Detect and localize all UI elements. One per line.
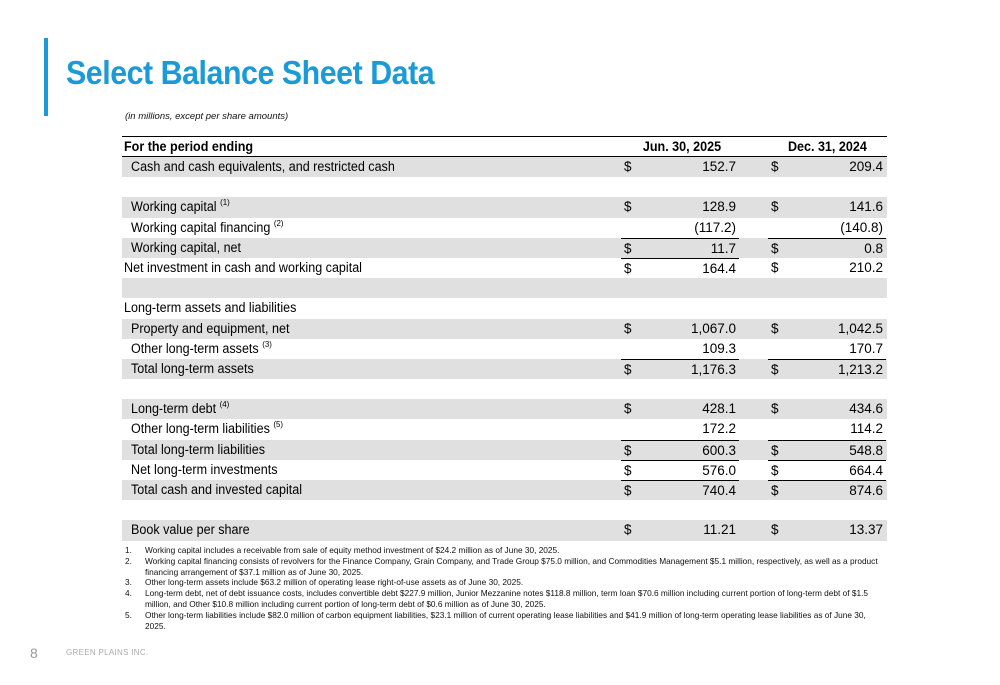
table-row-total-long-term-assets <box>122 359 887 379</box>
value-cell-jun-2025 <box>621 218 739 238</box>
footnote-number: 4. <box>125 588 132 599</box>
footnote-item <box>125 610 885 632</box>
value-cell-dec-2024 <box>768 157 886 177</box>
currency-symbol: $ <box>771 442 779 458</box>
value-cell-dec-2024 <box>768 399 886 419</box>
table-spacer-row <box>122 278 887 298</box>
amount-value: 11.7 <box>710 240 736 256</box>
currency-symbol: $ <box>624 462 632 478</box>
amount-value: (117.2) <box>694 219 736 235</box>
currency-symbol: $ <box>771 462 779 478</box>
table-row-working-capital-net <box>122 238 887 258</box>
currency-symbol: $ <box>771 361 779 377</box>
value-cell-jun-2025 <box>621 500 739 520</box>
footnote-text: Working capital financing consists of revolvers for the Finance Company, Grain Company, and Trade Group $75.0 million, and Commodities Management $5.1 million, respectively, as well as a product financing arrangement of $37.1 million as of June 30, 2025. <box>145 555 878 577</box>
row-label <box>124 298 296 318</box>
row-label <box>131 399 229 419</box>
title-accent-bar <box>44 38 48 116</box>
footnote-text: Long-term debt, net of debt issuance costs, includes convertible debt $227.9 million, Junior Mezzanine notes $118.8 million, term loan $70.6 million including current portion of long-term debt of $1.5 million, and Other $10.8 million including current portion of long-term debt of $0.6 million as of June 30, 2025. <box>145 588 869 609</box>
value-cell-dec-2024 <box>768 339 886 359</box>
row-label-text: Net investment in cash and working capital <box>124 259 362 275</box>
footnote-ref: (3) <box>262 338 272 349</box>
currency-symbol: $ <box>624 260 632 276</box>
value-cell-dec-2024 <box>768 218 886 238</box>
amount-value: 164.4 <box>702 260 736 276</box>
currency-symbol: $ <box>771 259 779 275</box>
value-cell-dec-2024 <box>768 298 886 318</box>
amount-value: 1,067.0 <box>690 320 736 336</box>
row-label-text: Cash and cash equivalents, and restricted cash <box>131 159 395 174</box>
footnote-ref: (1) <box>220 197 230 208</box>
amount-value: 1,213.2 <box>837 361 883 377</box>
value-cell-jun-2025 <box>621 419 739 439</box>
row-label-text: Total long-term assets <box>131 360 254 376</box>
currency-symbol: $ <box>771 320 779 336</box>
currency-symbol: $ <box>624 483 632 498</box>
company-name: GREEN PLAINS INC. <box>66 648 149 657</box>
row-label-text: Property and equipment, net <box>131 320 290 336</box>
amount-value: 210.2 <box>849 259 883 275</box>
row-label-text: Net long-term investments <box>131 461 278 477</box>
amount-value: 664.4 <box>849 462 883 478</box>
row-label-text: Other long-term liabilities <box>131 421 270 437</box>
value-cell-dec-2024 <box>768 359 886 379</box>
value-cell-jun-2025 <box>621 379 739 399</box>
row-label <box>131 319 289 339</box>
table-spacer-row <box>122 177 887 197</box>
value-cell-dec-2024 <box>768 258 886 278</box>
amount-value: 1,176.3 <box>690 361 736 377</box>
currency-symbol: $ <box>624 401 632 417</box>
table-spacer-row <box>122 379 887 399</box>
row-label-text: Working capital, net <box>131 239 242 255</box>
value-cell-jun-2025 <box>621 480 739 500</box>
footnote-item <box>125 577 885 588</box>
currency-symbol: $ <box>771 159 779 174</box>
table-row-total-long-term-liabilities <box>122 440 887 460</box>
footnote-number: 2. <box>125 555 132 566</box>
value-cell-dec-2024 <box>768 197 886 217</box>
amount-value: 152.7 <box>702 159 736 174</box>
footnote-number: 1. <box>125 545 132 555</box>
table-row-book-value-per-share <box>122 520 887 540</box>
amount-value: 141.6 <box>849 199 883 215</box>
currency-symbol: $ <box>624 442 632 458</box>
footnote-text: Working capital includes a receivable from sale of equity method investment of $24.2 million as of June 30, 2025. <box>145 545 560 555</box>
amount-value: 209.4 <box>849 159 883 174</box>
table-body <box>122 157 887 541</box>
table-row-cash-and-cash-equivalents-and-restricted-cash <box>122 157 887 177</box>
row-label <box>131 218 284 238</box>
row-label-text: Total cash and invested capital <box>131 482 303 497</box>
header-col-jun-2025: Jun. 30, 2025 <box>642 139 721 154</box>
amount-value: 109.3 <box>702 340 736 356</box>
row-label <box>131 197 230 217</box>
table-row-net-investment-in-cash-and-working-capital <box>122 258 887 278</box>
header-period-label: For the period ending <box>124 139 254 154</box>
value-cell-jun-2025 <box>621 359 739 379</box>
table-row-property-and-equipment-net <box>122 319 887 339</box>
table-row-long-term-assets-and-liabilities <box>122 298 887 318</box>
amount-value: 600.3 <box>702 442 736 458</box>
value-cell-jun-2025 <box>621 440 739 460</box>
currency-symbol: $ <box>771 483 779 498</box>
value-cell-dec-2024 <box>768 520 886 540</box>
table-row-other-long-term-liabilities <box>122 419 887 439</box>
value-cell-jun-2025 <box>621 157 739 177</box>
value-cell-jun-2025 <box>621 258 739 278</box>
currency-symbol: $ <box>624 361 632 377</box>
amount-value: 170.7 <box>849 340 883 356</box>
amount-value: 576.0 <box>702 462 736 478</box>
table-row-other-long-term-assets <box>122 339 887 359</box>
amount-value: 13.37 <box>849 522 883 538</box>
value-cell-dec-2024 <box>768 480 886 500</box>
units-note: (in millions, except per share amounts) <box>125 111 289 122</box>
footnote-item <box>125 556 885 578</box>
value-cell-dec-2024 <box>768 177 886 197</box>
table-row-working-capital <box>122 197 887 217</box>
amount-value: 874.6 <box>849 483 883 498</box>
row-label <box>131 238 241 258</box>
value-cell-dec-2024 <box>768 319 886 339</box>
value-cell-jun-2025 <box>621 278 739 298</box>
value-cell-dec-2024 <box>768 500 886 520</box>
row-label <box>131 339 272 359</box>
footnote-item <box>125 588 885 610</box>
footnote-ref: (4) <box>219 399 230 410</box>
value-cell-jun-2025 <box>621 339 739 359</box>
amount-value: 1,042.5 <box>837 320 883 336</box>
footnote-text: Other long-term assets include $63.2 million of operating lease right-of-use assets as of June 30, 2025. <box>145 577 524 588</box>
footnote-number: 5. <box>125 609 132 620</box>
currency-symbol: $ <box>624 320 632 336</box>
footnotes <box>125 545 885 631</box>
row-label-text: Book value per share <box>131 522 250 538</box>
currency-symbol: $ <box>624 522 632 538</box>
amount-value: 0.8 <box>864 240 883 256</box>
row-label-text: Working capital <box>131 199 217 215</box>
row-label-text: Working capital financing <box>131 219 271 235</box>
currency-symbol: $ <box>624 240 632 256</box>
table-row-total-cash-and-invested-capital <box>122 480 887 500</box>
footnote-item <box>125 545 885 556</box>
footnote-number: 3. <box>125 577 132 588</box>
value-cell-jun-2025 <box>621 197 739 217</box>
currency-symbol: $ <box>624 199 632 215</box>
row-label <box>131 359 254 379</box>
value-cell-jun-2025 <box>621 238 739 258</box>
row-label <box>131 480 302 500</box>
table-row-long-term-debt <box>122 399 887 419</box>
table-row-working-capital-financing <box>122 218 887 238</box>
amount-value: 128.9 <box>702 199 736 215</box>
currency-symbol: $ <box>771 240 779 256</box>
value-cell-dec-2024 <box>768 238 886 258</box>
value-cell-jun-2025 <box>621 460 739 480</box>
row-label <box>131 460 278 480</box>
row-label <box>131 520 250 540</box>
table-spacer-row <box>122 500 887 520</box>
table-header-row <box>122 136 887 157</box>
amount-value: 172.2 <box>702 421 736 437</box>
amount-value: 11.21 <box>703 522 736 538</box>
row-label <box>124 258 362 278</box>
amount-value: 434.6 <box>849 401 883 417</box>
value-cell-jun-2025 <box>621 177 739 197</box>
table-row-net-long-term-investments <box>122 460 887 480</box>
row-label-text: Long-term assets and liabilities <box>124 300 297 316</box>
row-label-text: Total long-term liabilities <box>131 441 265 457</box>
amount-value: 548.8 <box>849 442 883 458</box>
row-label-text: Other long-term assets <box>131 340 259 356</box>
row-label <box>131 440 265 460</box>
value-cell-dec-2024 <box>768 379 886 399</box>
footnote-text: Other long-term liabilities include $82.0 million of carbon equipment liabilities, $23.1 million of current operating lease liabilities and $41.9 million of long-term operating lease liabilities as of June 30, 2025. <box>145 609 866 631</box>
row-label-text: Long-term debt <box>131 401 217 417</box>
amount-value: 114.2 <box>850 421 883 437</box>
value-cell-jun-2025 <box>621 520 739 540</box>
value-cell-jun-2025 <box>621 298 739 318</box>
amount-value: 428.1 <box>702 401 736 417</box>
amount-value: 740.4 <box>702 483 736 498</box>
row-label <box>131 419 283 439</box>
page-title: Select Balance Sheet Data <box>66 54 435 91</box>
value-cell-dec-2024 <box>768 460 886 480</box>
currency-symbol: $ <box>771 401 779 417</box>
value-cell-dec-2024 <box>768 278 886 298</box>
value-cell-dec-2024 <box>768 440 886 460</box>
value-cell-dec-2024 <box>768 419 886 439</box>
header-col-dec-2024: Dec. 31, 2024 <box>788 139 867 154</box>
currency-symbol: $ <box>771 522 779 538</box>
footnote-ref: (2) <box>273 217 284 228</box>
page-number: 8 <box>30 645 38 661</box>
value-cell-jun-2025 <box>621 319 739 339</box>
currency-symbol: $ <box>624 159 632 174</box>
balance-sheet-table <box>122 136 887 541</box>
footnote-ref: (5) <box>273 419 284 430</box>
currency-symbol: $ <box>771 199 779 215</box>
row-label <box>131 157 395 177</box>
amount-value: (140.8) <box>840 219 883 235</box>
value-cell-jun-2025 <box>621 399 739 419</box>
